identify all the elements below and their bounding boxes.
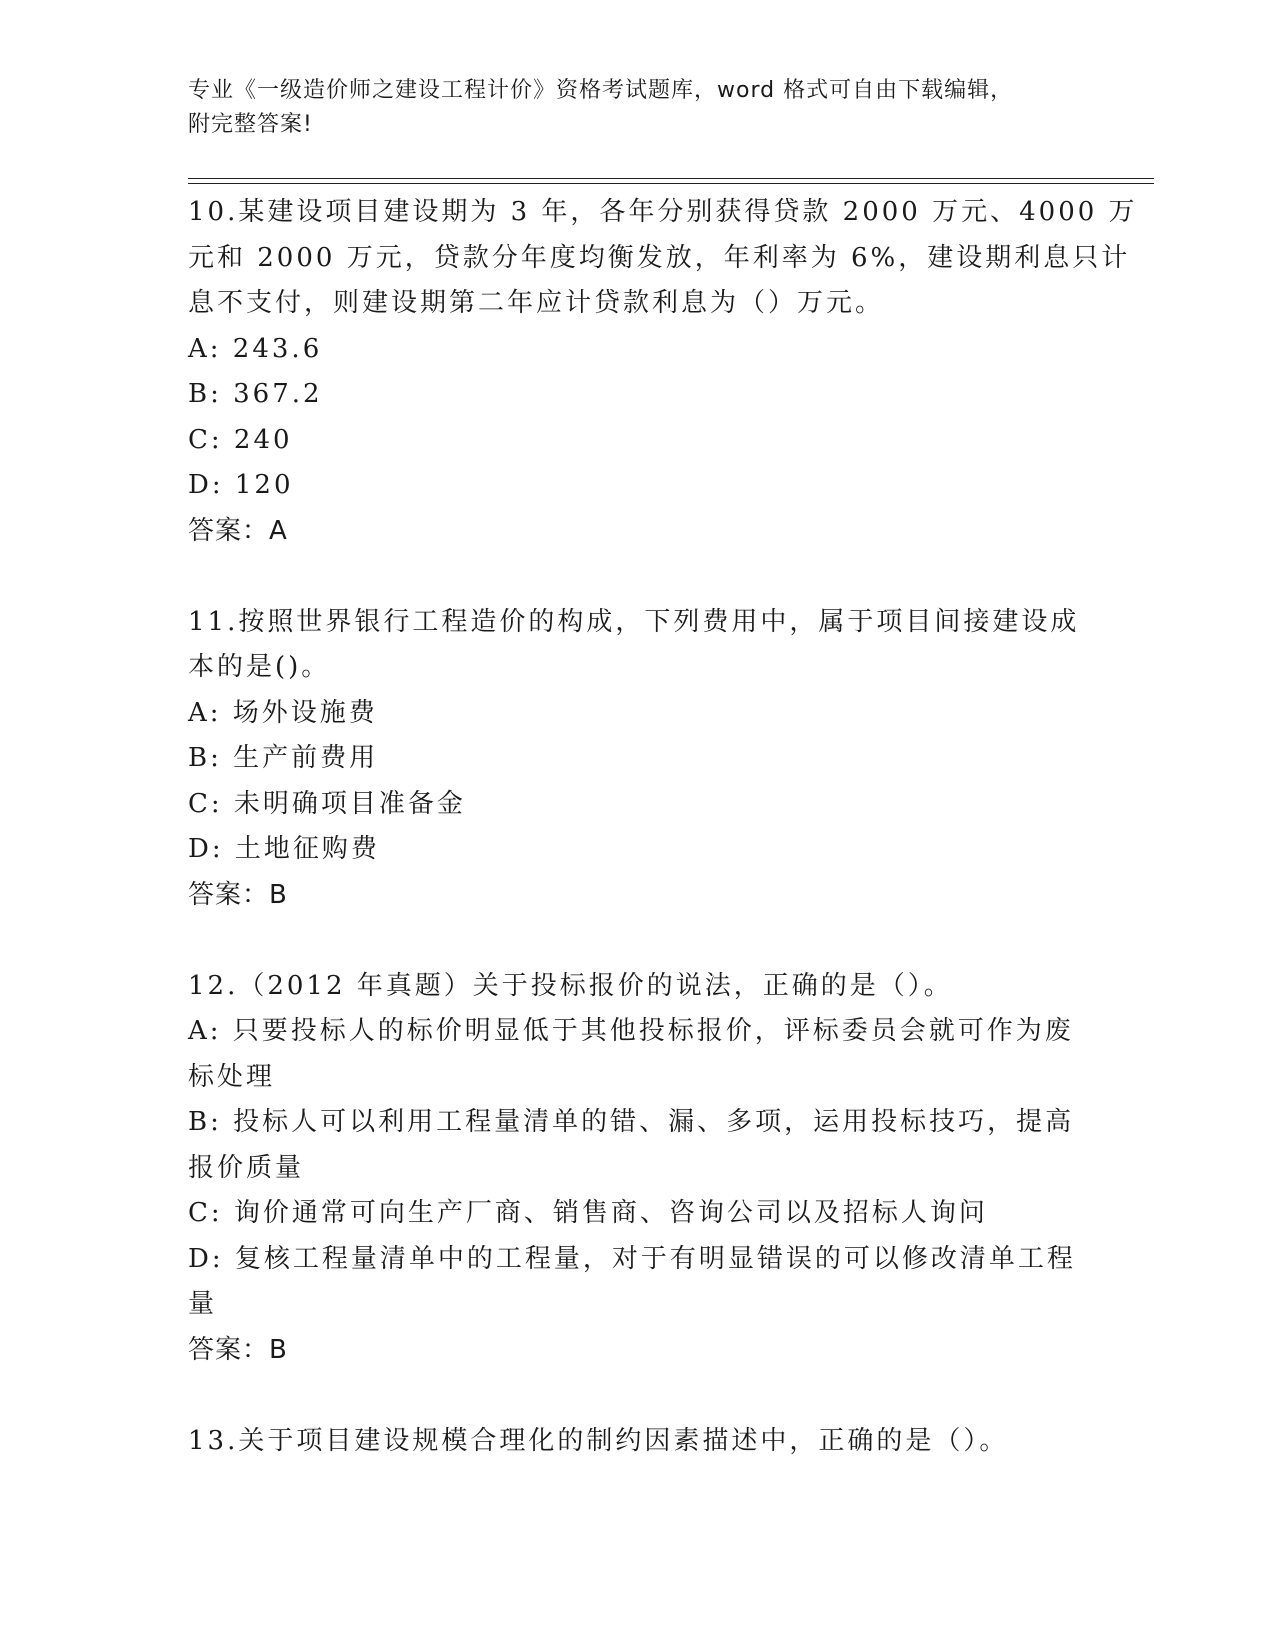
question-spacer [188,554,1088,600]
option-b: B: 投标人可以利用工程量清单的错、漏、多项，运用投标技巧，提高 [188,1107,1075,1137]
question-13 [188,1419,1088,1465]
option-c: C: 240 [188,424,293,455]
option-a-continued: 标处理 [188,1061,276,1092]
option-d: D: 复核工程量清单中的工程量，对于有明显错误的可以修改清单工程 [188,1243,1076,1274]
answer-label: 答案：A [188,515,288,546]
question-11 [188,600,1088,919]
header-divider-bottom [188,183,1154,184]
question-stem-line: 元和 2000 万元，贷款分年度均衡发放，年利率为 6%，建设期利息只计 [188,242,1131,273]
option-c: C: 询价通常可向生产厂商、销售商、咨询公司以及招标人询问 [188,1198,988,1228]
question-stem-line: 12.（2012 年真题）关于投标报价的说法，正确的是（）。 [188,970,953,1001]
question-list [188,190,1138,1464]
option-a: A: 243.6 [188,333,323,364]
question-spacer [188,1373,1088,1419]
option-d-continued: 量 [188,1289,218,1319]
question-stem-line: 13.关于项目建设规模合理化的制约因素描述中，正确的是（）。 [188,1425,1009,1456]
document-header [188,74,1088,142]
answer-label: 答案：B [188,879,288,910]
option-d: D: 120 [188,470,294,500]
option-b: B: 367.2 [188,379,323,409]
answer-label: 答案：B [188,1334,288,1365]
option-c: C: 未明确项目准备金 [188,788,466,819]
header-line-1: 专业《一级造价师之建设工程计价》资格考试题库，word 格式可自由下载编辑， [188,78,1014,103]
option-a: A: 场外设施费 [188,697,378,728]
question-spacer [188,918,1088,964]
header-divider-top [188,178,1154,179]
option-b: B: 生产前费用 [188,743,379,773]
question-stem-line: 11.按照世界银行工程造价的构成，下列费用中，属于项目间接建设成 [188,606,1080,637]
question-10 [188,190,1138,554]
question-stem-line: 10.某建设项目建设期为 3 年，各年分别获得贷款 2000 万元、4000 万 [188,197,1138,227]
question-12 [188,964,1088,1374]
question-stem-line: 本的是()。 [188,652,331,682]
option-d: D: 土地征购费 [188,834,380,864]
question-stem-line: 息不支付，则建设期第二年应计贷款利息为（）万元。 [188,288,885,318]
option-a: A: 只要投标人的标价明显低于其他投标报价，评标委员会就可作为废 [188,1016,1074,1046]
header-line-2: 附完整答案! [188,112,313,137]
option-b-continued: 报价质量 [188,1152,305,1183]
